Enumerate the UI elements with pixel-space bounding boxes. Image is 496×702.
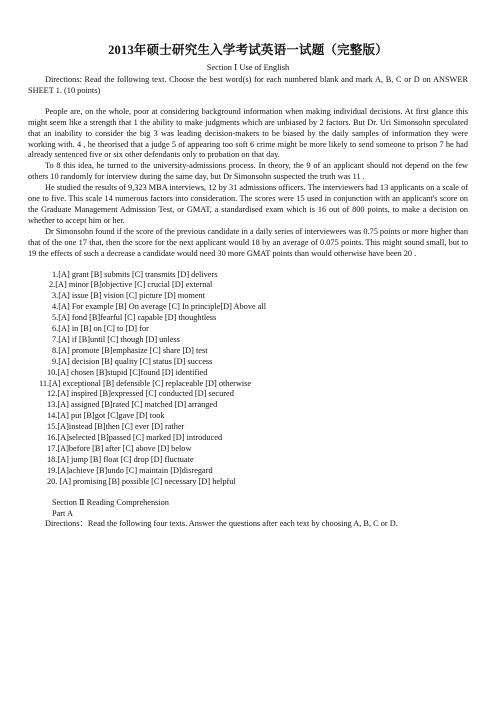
option-line: 5.[A] fond [B]fearful [C] capable [D] thoughtless (52, 313, 217, 323)
option-line: 14.[A] put [B]got [C]gave [D] took (47, 411, 165, 421)
option-line: 15.[A]instead [B]then [C] ever [D] rather (47, 422, 185, 432)
directions-text: Directions：Read the following four texts. Answer the questions after each text by choosing A, B, C or D. (45, 519, 398, 529)
part-heading: Part A (52, 508, 73, 518)
passage-paragraph: People are, on the whole, poor at considering background information when making individual decisions. At first glance this might seem like a strength that 1 the ability to make judgments which are unbiased by 2 factors. But Dr. Uri Simonsohn speculated that an inability to consider the big 3 was leading decision-makers to be biased by the daily samples of information they were working with. 4 , he theorised that a judge 5 of appearing too soft 6 crime might be more likely to send someone to prison 7 he had already sentenced five or six other defendants only to probation on that day. (28, 106, 468, 160)
options-list (28, 270, 468, 488)
option-line: 8.[A] promote [B]emphasize [C] share [D] test (52, 345, 208, 355)
option-line: 3.[A] issue [B] vision [C] picture [D] moment (52, 291, 206, 301)
option-line: 12.[A] inspired [B]expressed [C] conducted [D] secured (47, 389, 234, 399)
option-line: 13.[A] assigned [B]rated [C] matched [D] arranged (47, 400, 218, 410)
passage-paragraph: He studied the results of 9,323 MBA interviews, 12 by 31 admissions officers. The interviewers had 13 applicants on a scale of one to five. This scale 14 numerous factors into consideration. The scores were 15 used in conjunction with an applicant's score on the Graduate Management Admission Test, or GMAT, a standardised exam which is 16 out of 800 points, to make a decision on whether to accept him or her. (28, 183, 468, 225)
option-line: 2.[A] minor [B]objective [C] crucial [D] external (49, 280, 213, 290)
passage-paragraph: Dr Simonsohn found if the score of the previous candidate in a daily series of interviewees was 0.75 points or more higher than that of the one 17 that, then the score for the next applicant would 18 by an average of 0.075 points. This might sound small, but to 19 the effects of such a decrease a candidate would need 30 more GMAT points than would otherwise have been 20 . (28, 226, 468, 258)
option-line: 11.[A] exceptional [B] defensible [C] replaceable [D] otherwise (39, 378, 252, 388)
option-line: 19.[A]achieve [B]undo [C] maintain [D]disregard (47, 465, 213, 475)
option-line: 10.[A] chosen [B]stupid [C]found [D] identified (47, 367, 208, 377)
option-line: 18.[A] jump [B] float [C] drop [D] fluctuate (47, 454, 194, 464)
option-line: 20. [A] promising [B] possible [C] necessary [D] helpful (47, 476, 236, 486)
option-line: 17.[A]before [B] after [C] above [D] below (47, 444, 192, 453)
directions-text: Directions: Read the following text. Choose the best word(s) for each numbered blank and mark A, B, C or D on ANSWER SHEET 1. (10 points) (28, 75, 468, 95)
option-line: 16.[A]selected [B]passed [C] marked [D] introduced (47, 433, 223, 443)
passage-paragraph: To 8 this idea, he turned to the university-admissions process. In theory, the 9 of an applicant should not depend on the few others 10 randomly for interview during the same day, but Dr Simonsohn suspected the truth was 11 . (28, 161, 468, 182)
section-heading: Section Ⅰ Use of English (206, 63, 290, 72)
option-line: 7.[A] if [B]until [C] though [D] unless (52, 334, 180, 344)
option-line: 1.[A] grant [B] submits [C] transmits [D] delivers (52, 269, 218, 279)
document-title: 2013年硕士研究生入学考试英语一试题（完整版） (108, 43, 388, 57)
option-line: 9.[A] decision [B] quality [C] status [D] success (52, 356, 213, 366)
option-line: 6.[A] in [B] on [C] to [D] for (52, 324, 149, 334)
section-heading: Section Ⅱ Reading Comprehension (52, 497, 169, 507)
option-line: 4.[A] For example [B] On average [C] In principle[D] Above all (52, 302, 267, 312)
